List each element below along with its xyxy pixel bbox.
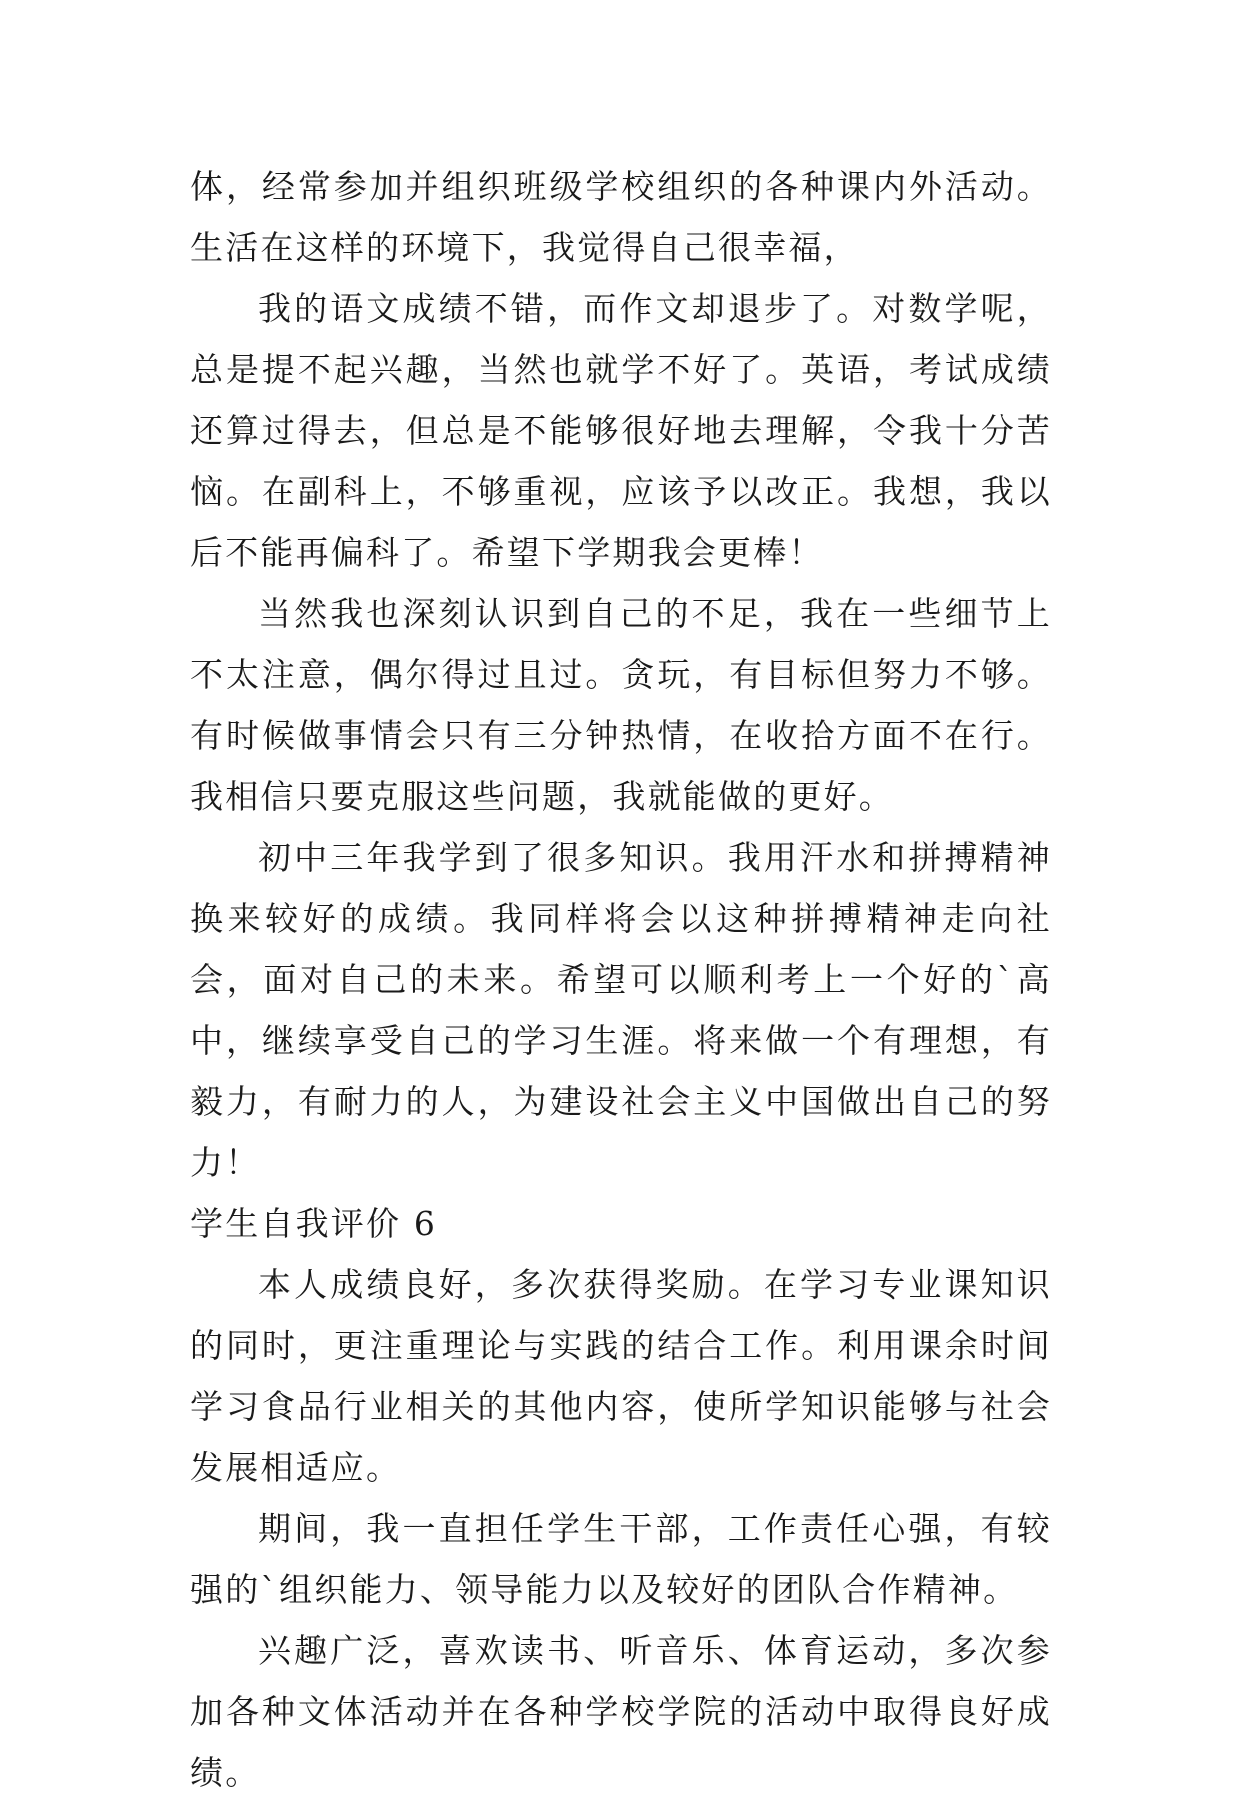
section-heading: 学生自我评价 6 <box>190 1204 438 1243</box>
paragraph-achievements: 本人成绩良好，多次获得奖励。在学习专业课知识的同时，更注重理论与实践的结合工作。利用课余时间学习食品行业相关的其他内容，使所学知识能够与社会发展相适应。 <box>190 1265 1052 1487</box>
paragraph-future-goals: 初中三年我学到了很多知识。我用汗水和拼搏精神换来较好的成绩。我同样将会以这种拼搏精神走向社会，面对自己的未来。希望可以顺利考上一个好的`高中，继续享受自己的学习生涯。将来做一个有理想，有毅力，有耐力的人，为建设社会主义中国做出自己的努力！ <box>190 838 1052 1182</box>
paragraph-interests: 兴趣广泛，喜欢读书、听音乐、体育运动，多次参加各种文体活动并在各种学校学院的活动中取得良好成绩。 <box>190 1631 1052 1792</box>
document-body <box>190 156 1052 1803</box>
paragraph-academic-performance: 我的语文成绩不错，而作文却退步了。对数学呢，总是提不起兴趣，当然也就学不好了。英语，考试成绩还算过得去，但总是不能够很好地去理解，令我十分苦恼。在副科上，不够重视，应该予以改正。我想，我以后不能再偏科了。希望下学期我会更棒！ <box>190 289 1052 572</box>
paragraph-continued: 体，经常参加并组织班级学校组织的各种课内外活动。生活在这样的环境下，我觉得自己很幸福， <box>190 167 1052 267</box>
paragraph-shortcomings: 当然我也深刻认识到自己的不足，我在一些细节上不太注意，偶尔得过且过。贪玩，有目标但努力不够。有时候做事情会只有三分钟热情，在收拾方面不在行。我相信只要克服这些问题，我就能做的更好。 <box>190 594 1052 816</box>
paragraph-leadership: 期间，我一直担任学生干部，工作责任心强，有较强的`组织能力、领导能力以及较好的团队合作精神。 <box>190 1509 1052 1609</box>
